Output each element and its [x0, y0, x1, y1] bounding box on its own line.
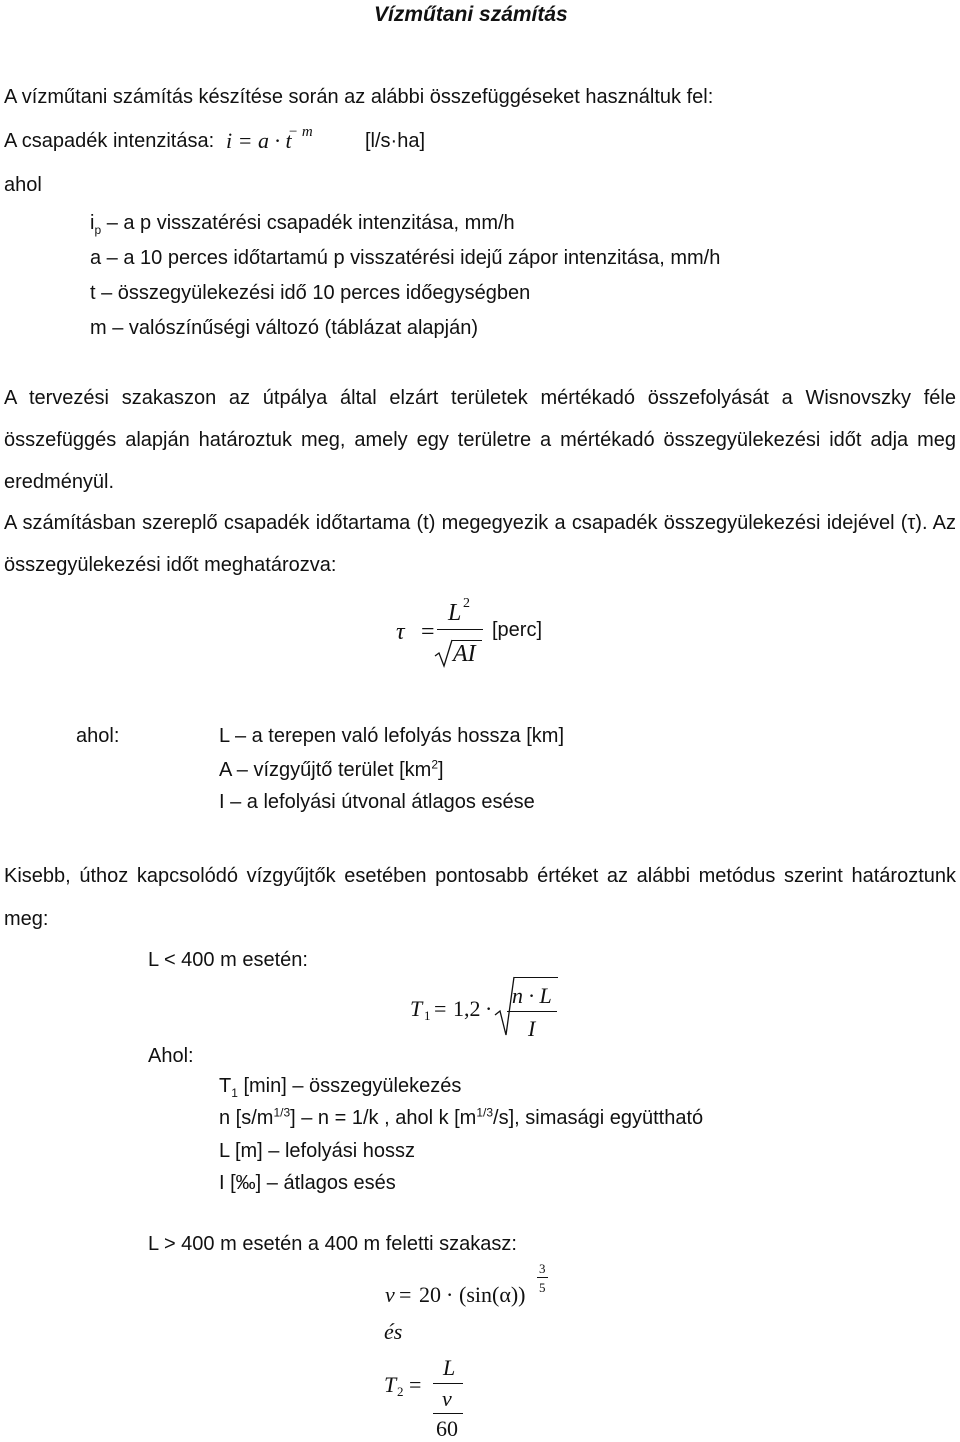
v-exp-bar	[537, 1277, 548, 1278]
tau-eq: =	[421, 619, 435, 645]
def-t: t – összegyülekezési idő 10 perces időegységben	[90, 282, 531, 304]
tau-unit: [perc]	[492, 619, 543, 641]
rain-formula-i: i	[226, 128, 233, 153]
tau-fraction-bar	[437, 629, 483, 630]
case1-label: L < 400 m esetén:	[148, 949, 308, 971]
t1-dot: ·	[485, 996, 493, 1021]
t1-eq: =	[434, 996, 447, 1021]
def-ip-symbol: i	[90, 212, 95, 234]
t2-den-top: v	[442, 1386, 452, 1411]
tau-def-A	[219, 757, 444, 781]
v-exp-num: 3	[539, 1261, 546, 1276]
t1-coef: 1,2	[453, 996, 481, 1021]
t1-def-T1-text: [min] – összegyülekezés	[237, 1075, 462, 1097]
def-a: a – a 10 perces időtartamú p visszatérési idejű zápor intenzitása, mm/h	[90, 247, 721, 269]
t2-den-bottom: 60	[436, 1416, 458, 1441]
t1-def-n	[219, 1105, 704, 1129]
t2-subscript: 2	[397, 1384, 404, 1399]
tau-def-I: I – a lefolyási útvonal átlagos esése	[219, 791, 535, 813]
para3-line2: meg:	[4, 908, 49, 930]
para3-line1: Kisebb, úthoz kapcsolódó vízgyűjtők esetében pontosabb értéket az alábbi metódus szerint határoztunk	[4, 865, 956, 887]
t2-inner-bar	[433, 1413, 463, 1414]
def-ip	[90, 212, 515, 237]
tau-def-A-tail: ]	[438, 759, 444, 781]
tau-def-A-sup: 2	[431, 757, 439, 772]
t1-T: T	[410, 996, 423, 1021]
t1-def-n-sup1: 1/3	[273, 1105, 291, 1120]
rain-formula-a: a	[257, 128, 269, 153]
t2-eq: =	[409, 1372, 422, 1397]
tau-symbol: τ	[396, 619, 405, 645]
t1-def-n-sup2: 1/3	[476, 1105, 494, 1120]
t1-def-n-b: ] – n = 1/k , ahol k [m	[290, 1107, 477, 1129]
tau-denominator: AI	[453, 641, 476, 667]
t1-def-n-c: /s], simasági együttható	[493, 1107, 704, 1129]
t2-fraction-bar	[433, 1383, 463, 1384]
v-dot: ·	[446, 1282, 454, 1307]
t1-sqrt-bar	[514, 977, 558, 978]
rain-formula-t: t	[285, 128, 292, 153]
ahol3-label: Ahol:	[148, 1045, 194, 1067]
tau-sqrt-icon	[434, 638, 454, 668]
t1-def-L: L [m] – lefolyási hossz	[219, 1140, 416, 1162]
t1-denominator: I	[528, 1016, 536, 1041]
para1-line3: eredményül.	[4, 471, 115, 493]
rain-formula-eq: =	[237, 128, 253, 153]
tau-def-A-text: A – vízgyűjtő terület [km	[219, 759, 432, 781]
v-body: (sin(α))	[459, 1282, 526, 1307]
rain-formula-dot: ·	[274, 128, 280, 153]
tau-def-L: L – a terepen való lefolyás hossza [km]	[219, 725, 564, 747]
v-symbol: v	[385, 1282, 395, 1307]
ahol2-label: ahol:	[76, 725, 120, 747]
ahol-label: ahol	[4, 174, 42, 196]
t1-def-I: I [‰] – átlagos esés	[219, 1172, 396, 1194]
t1-fraction-bar	[507, 1011, 557, 1012]
para2-line1: A számításban szereplő csapadék időtartama (t) megegyezik a csapadék összegyülekezési idejével (τ). Az	[4, 512, 956, 534]
t1-def-n-a: n [s/m	[219, 1107, 274, 1129]
rain-formula-exponent: − m	[288, 124, 313, 140]
def-m: m – valószínűségi változó (táblázat alapján)	[90, 317, 478, 339]
rain-formula	[226, 130, 292, 152]
tau-numerator-exp: 2	[463, 596, 470, 611]
def-ip-subscript: p	[94, 223, 102, 237]
t1-numerator: n · L	[512, 983, 552, 1008]
rain-unit: [l/s·ha]	[365, 130, 426, 152]
para2-line2: összegyülekezési időt meghatározva:	[4, 554, 337, 576]
es-word: és	[384, 1319, 403, 1344]
page-title: Vízműtani számítás	[374, 3, 568, 26]
def-ip-text: – a p visszatérési csapadék intenzitása, mm/h	[101, 212, 515, 234]
v-eq: =	[399, 1282, 412, 1307]
case2-label: L > 400 m esetén a 400 m feletti szakasz:	[148, 1233, 517, 1255]
v-exp-den: 5	[539, 1280, 546, 1295]
v-coef: 20	[419, 1282, 441, 1307]
t2-numerator: L	[443, 1355, 456, 1380]
tau-numerator: L	[448, 600, 462, 626]
t1-def-T1	[219, 1075, 462, 1100]
t2-T: T	[384, 1372, 397, 1397]
para1-line1: A tervezési szakaszon az útpálya által elzárt területek mértékadó összefolyását a Wisnovszky féle	[4, 387, 956, 409]
intro-text: A vízműtani számítás készítése során az alábbi összefüggéseket használtuk fel:	[4, 86, 714, 108]
para1-line2: összefüggés alapján határoztuk meg, amely egy területre a mértékadó összegyülekezési időt adja meg	[4, 429, 956, 451]
rain-intensity-label: A csapadék intenzitása:	[4, 130, 215, 152]
t1-def-T1-pre: T	[219, 1075, 232, 1097]
t1-def-T1-sub: 1	[231, 1086, 238, 1100]
t1-subscript: 1	[424, 1008, 431, 1023]
